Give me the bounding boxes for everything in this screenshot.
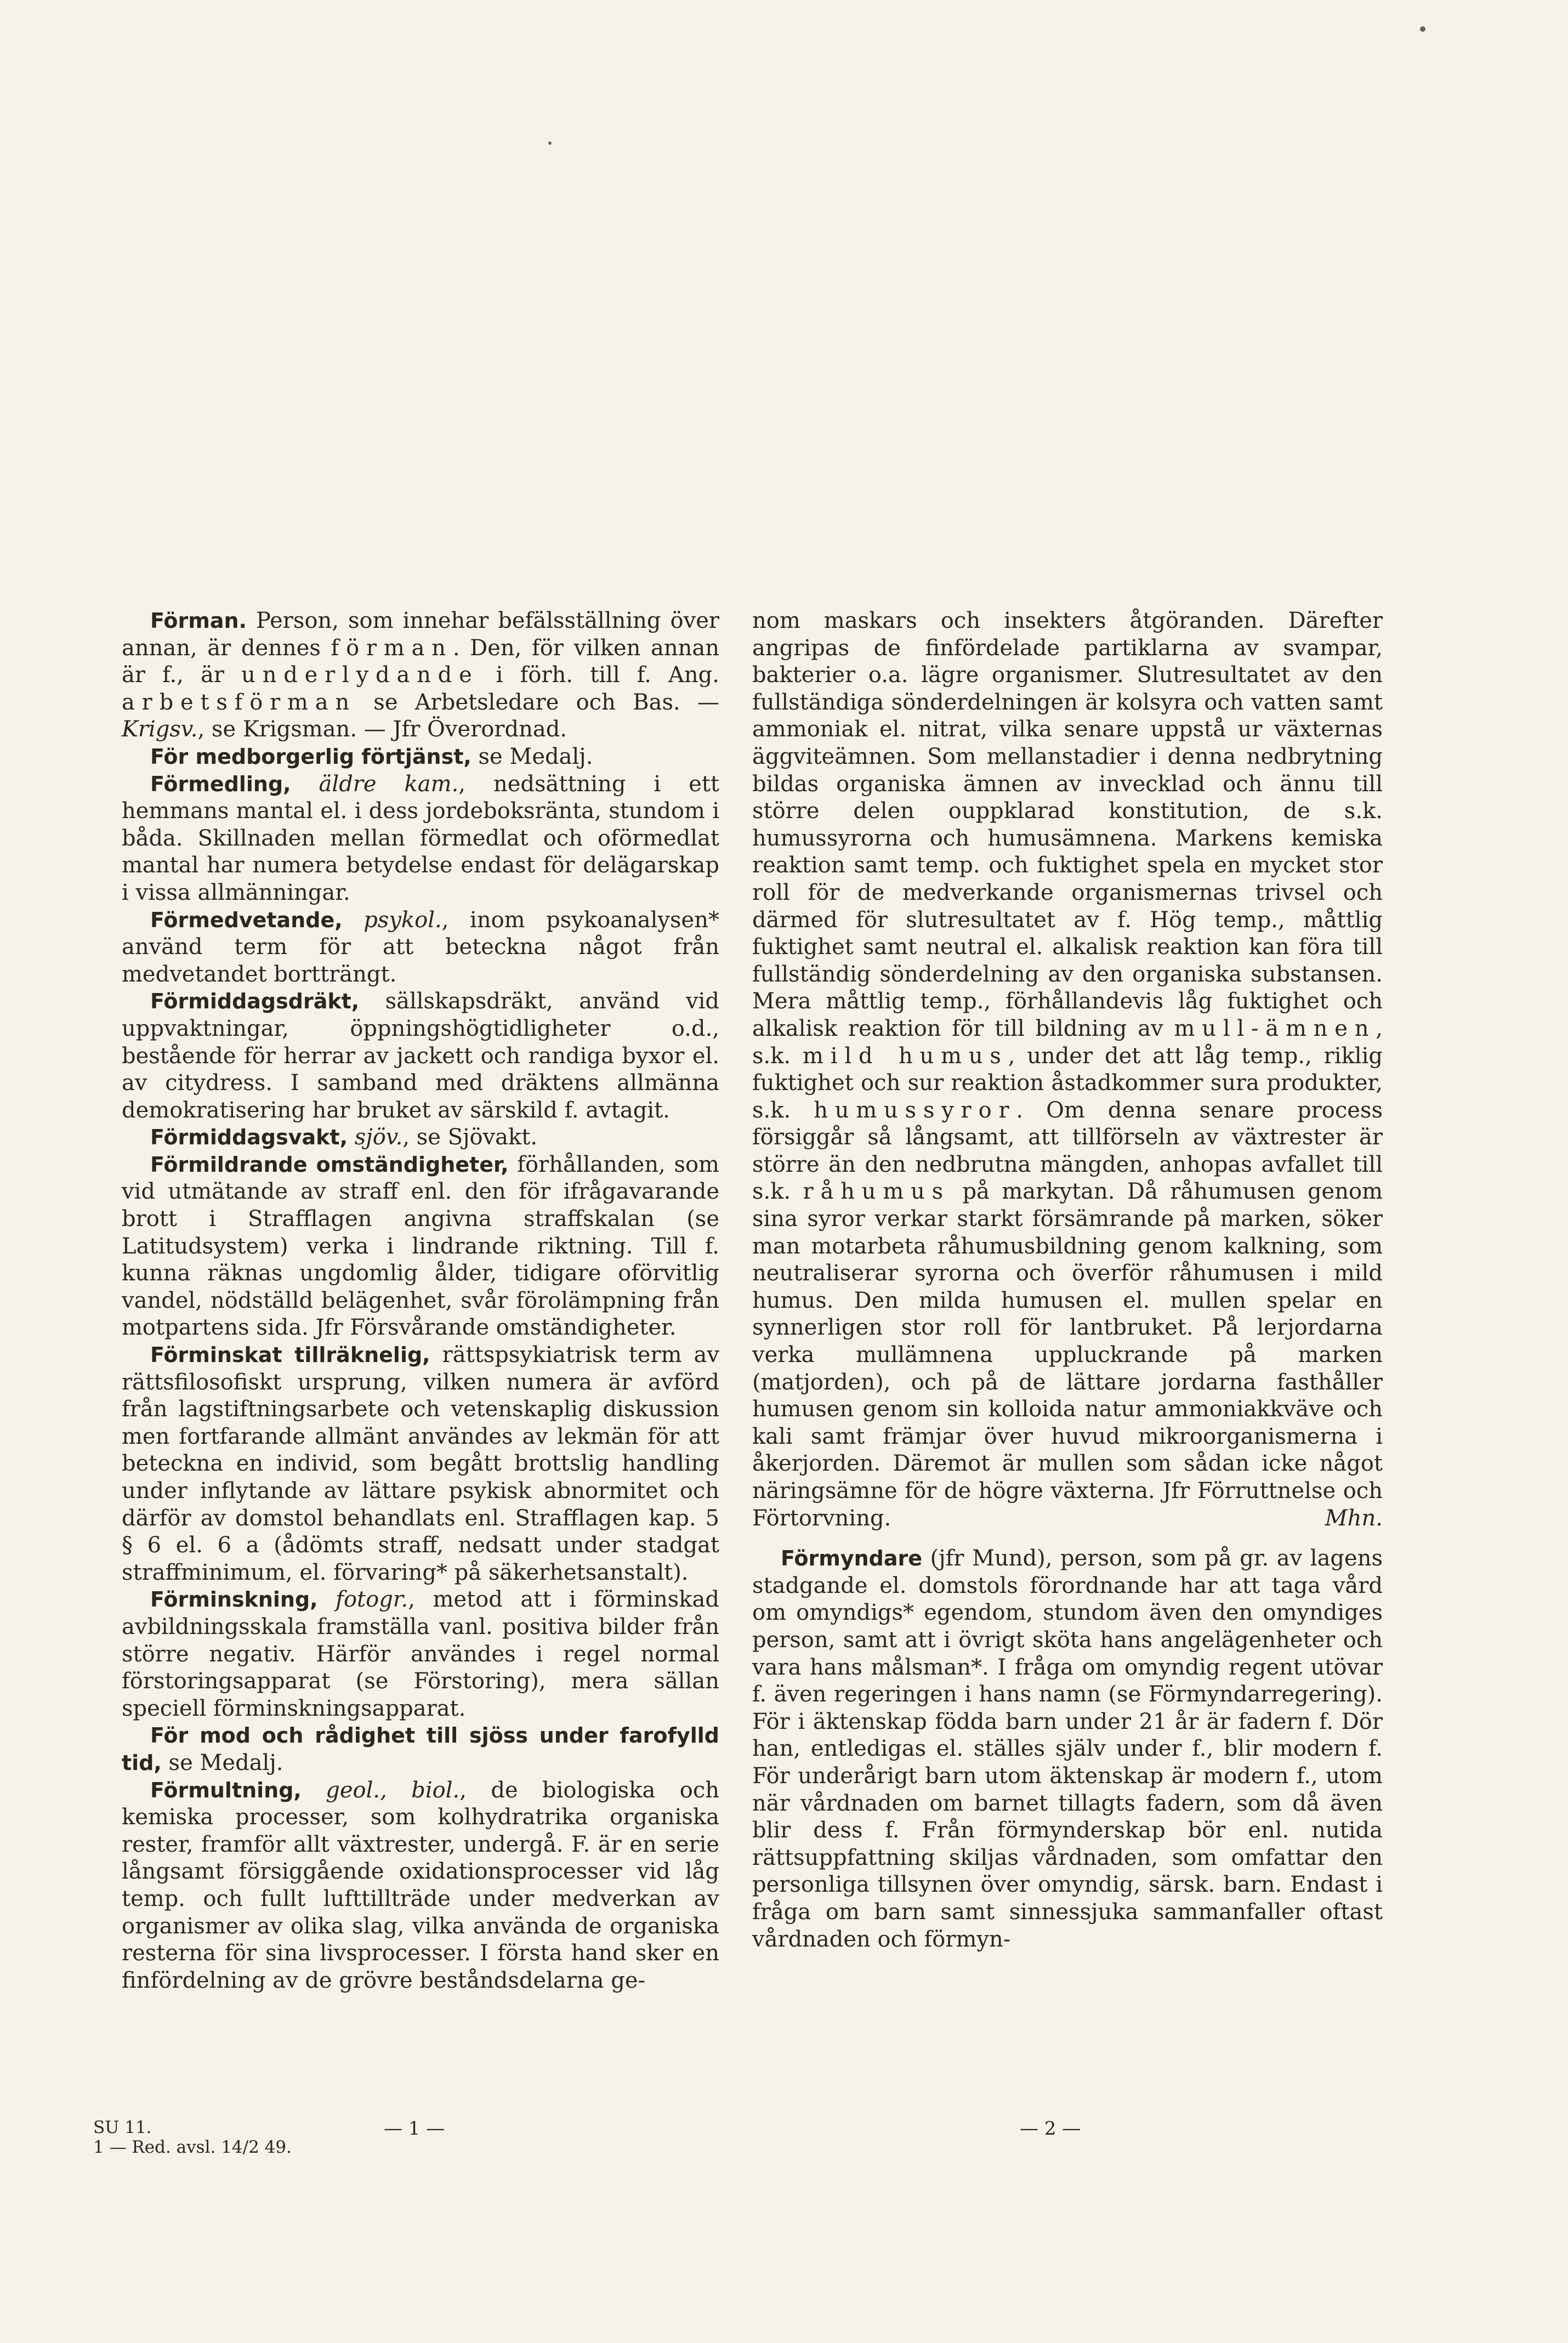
entry-text: sällskapsdräkt, använd vid uppvaktningar, öppningshögtidligheter o.d., bestående för herrar av jackett och randiga byxor el. av citydress. I samband med dräktens allmänna demokratisering har bruket av särskild f. avtagit. xyxy=(122,989,719,1123)
headword: Förmedling, xyxy=(150,771,291,796)
entry-text: , nedsättning i ett hemmans mantal el. i dess jordeboksränta, stundom i båda. Skillnaden mellan förmedlat och oförmedlat mantal har numera betydelse endast för delägarskap i vissa allmänningar. xyxy=(122,771,719,905)
headword: Förmyndare xyxy=(781,1546,923,1571)
spaced-term: mild humus xyxy=(803,1043,1008,1069)
entry-text: , inom psykoanalysen* använd term för att beteckna något från medvetandet bortträngt. xyxy=(122,907,719,987)
entry-text: , de biologiska och kemiska processer, som kolhydratrika organiska rester, framför allt växtrester, undergå. F. är en serie långsamt försiggående oxidationsprocesser vid låg temp. och fullt lufttillträde under medverkan av organismer av olika slag, vilka använda de organiska resterna för sina livsprocesser. I första hand sker en finfördelning av de grövre beståndsdelarna ge- xyxy=(122,1777,719,1993)
headword: Förminskat tillräknelig, xyxy=(150,1343,430,1368)
entry-formildrande-omstandigheter xyxy=(122,1151,719,1342)
headword: Förminskning, xyxy=(150,1587,318,1612)
entry-text: . Om denna senare process försiggår så långsamt, att tillförseln av växtrester är större än den nedbrutna mängden, anhopas avfallet till s.k. xyxy=(752,1097,1383,1205)
entry-for-medborgerlig-fortjanst xyxy=(122,744,719,771)
page-number-right: — 2 — xyxy=(1020,2118,1081,2140)
entry-formiddagsvakt xyxy=(122,1124,719,1151)
italic-label: Krigsv. xyxy=(122,717,198,742)
entry-text: nom maskars och insekters åtgöranden. Därefter angripas de finfördelade partiklarna av svampar, bakterier o.a. lägre organismer. Slutresultatet av den fullständiga sönderdelningen är kolsyra och vatten samt ammoniak el. nitrat, vilka senare uppstå ur växternas äggviteämnen. Som mellanstadier i denna nedbrytning bildas organiska ämnen av invecklad och ännu till större delen ouppklarad konstitution, de s.k. humussyrorna och humusämnena. Markens kemiska reaktion samt temp. och fuktighet spela en mycket stor roll för de medverkande organismernas trivsel och därmed för slutresultatet av f. Hög temp., måttlig fuktighet samt neutral el. alkalisk reaktion kan föra till fullständig sönderdelning av den organiska substansen. Mera måttlig temp., förhållandevis låg fuktighet och alkalisk reaktion för till bildning av xyxy=(752,608,1383,1041)
entry-text: se Arbetsledare och Bas. — xyxy=(356,689,719,715)
spaced-term: förman xyxy=(331,635,453,661)
spaced-term: mull-ämnen xyxy=(1174,1016,1376,1041)
spaced-term: arbetsförman xyxy=(122,689,356,715)
italic-label: sjöv. xyxy=(354,1125,403,1150)
entry-forman xyxy=(122,608,719,744)
printer-note xyxy=(93,2118,292,2157)
entry-text: , se Sjövakt. xyxy=(402,1125,538,1150)
entry-text: (jfr Mund), person, som på gr. av lagens stadgande el. domstols förordnande har att taga vård om omyndigs* egendom, stundom även den omyndiges person, samt att i övrigt sköta hans angelägenheter och vara hans målsman*. I fråga om omyndig regent utövar f. även regeringen i hans namn (se Förmyndarregering). För i äktenskap födda barn under 21 år är fadern f. Dör han, entledigas el. ställes själv under f., blir modern f. För underårigt barn utom äktenskap är modern f., utom när vårdnaden om barnet tillagts fadern, som då även blir dess f. Från förmynderskap bör enl. nutida rättsuppfattning skiljas vårdnaden, som omfattar den personliga tillsynen över omyndig, särsk. barn. Endast i fråga om barn samt sinnessjuka sammanfaller oftast vårdnaden och förmyn- xyxy=(752,1546,1383,1952)
spaced-term: underlydande xyxy=(241,662,479,688)
entry-text: Person, som innehar befälsställning över annan, är dennes xyxy=(122,608,719,661)
entry-text: i förh. till f. Ang. xyxy=(479,662,719,688)
entry-forminskat-tillraknelig xyxy=(122,1342,719,1586)
italic-label: psykol. xyxy=(363,907,442,933)
right-column xyxy=(752,608,1383,1953)
headword: Förmiddagsdräkt, xyxy=(150,989,360,1014)
entry-text: se Medalj. xyxy=(161,1750,283,1775)
spaced-term: humussyror xyxy=(814,1097,1016,1123)
italic-label: geol., biol. xyxy=(326,1777,460,1803)
entry-formiddagsdrakt xyxy=(122,988,719,1124)
show-through-text xyxy=(762,134,1376,154)
entry-text: rättspsykiatrisk term av rättsfilosofiskt ursprung, vilken numera är avförd från lagstiftningsarbete och vetenskaplig diskussion men fortfarande allmänt användes av lekmän för att beteckna en individ, som begått brottslig handling under inflytande av lättare psykisk abnormitet och därför av domstol behandlats enl. Strafflagen kap. 5 § 6 el. 6 a (ådömts straff, nedsatt under stadgat straffminimum, el. förvaring* på säkerhetsanstalt). xyxy=(122,1342,719,1585)
entry-text: se Medalj. xyxy=(471,744,593,769)
italic-label: fotogr. xyxy=(336,1587,408,1613)
entry-formultning-continued xyxy=(752,608,1383,1532)
headword: Förmiddagsvakt, xyxy=(150,1125,348,1150)
entry-text: , under det att låg temp., riklig fuktighet och sur reaktion åstadkommer sura produkter, s.k. xyxy=(752,1043,1383,1123)
entry-formyndare xyxy=(752,1545,1383,1953)
speck xyxy=(1420,26,1425,32)
headword: För medborgerlig förtjänst, xyxy=(150,744,471,769)
page-number-left: — 1 — xyxy=(384,2118,445,2140)
spaced-term: råhumus xyxy=(803,1179,950,1205)
author-signature: Mhn. xyxy=(1325,1505,1383,1531)
entry-text: . Den, för vilken annan är f., är xyxy=(122,635,720,688)
entry-text: , metod att i förminskad avbildningsskala framställa vanl. positiva bilder från större negativ. Härför användes i regel normal förstoringsapparat (se Förstoring), mera sällan speciell förminskningsapparat. xyxy=(122,1587,719,1721)
speck xyxy=(548,141,552,145)
entry-formedling xyxy=(122,771,719,907)
entry-formultning xyxy=(122,1777,719,1995)
headword: Förmildrande omständigheter, xyxy=(150,1152,509,1177)
entry-text: förhållanden, som vid utmätande av straff enl. den för ifrågavarande brott i Strafflagen angivna straffskalan (se Latitudsystem) verka i lindrande riktning. Till f. kunna räknas ungdomlig ålder, tidigare oförvitlig vandel, nödställd belägenhet, svår förolämpning från motpartens sida. Jfr Försvårande omständigheter. xyxy=(122,1151,719,1341)
left-column xyxy=(122,608,719,1994)
entry-for-mod-och-radighet xyxy=(122,1722,719,1777)
headword: Förmedvetande, xyxy=(150,907,343,932)
headword: Förman. xyxy=(150,609,247,633)
editorial-date: 1 — Red. avsl. 14/2 49. xyxy=(93,2137,292,2157)
headword: För mod och rådighet till sjöss under farofylld tid, xyxy=(122,1723,719,1775)
entry-formedvetande xyxy=(122,907,719,989)
headword: Förmultning, xyxy=(150,1778,302,1802)
signature-mark: SU 11. xyxy=(93,2118,152,2137)
entry-text: , s.k. xyxy=(752,1016,1383,1069)
entry-text: , se Krigsman. — Jfr Överordnad. xyxy=(197,717,567,742)
entry-text: på markytan. Då råhumusen genom sina syror verkar starkt försämrande på marken, söker man motarbeta råhumusbildning genom kalkning, som neutraliserar syrorna och överför råhumusen i mild humus. Den milda humusen el. mullen spelar en synnerligen stor roll för lantbruket. På lerjordarna verka mullämnena uppluckrande på marken (matjorden), och på de lättare jordarna fasthåller humusen genom sin kolloida natur ammoniakkväve och kali samt främjar över huvud mikroorganismerna i åkerjorden. Däremot är mullen som sådan icke något näringsämne för de högre växterna. Jfr Förruttnelse och Förtorvning. xyxy=(752,1179,1383,1531)
italic-label: äldre kam. xyxy=(319,771,459,797)
entry-forminskning xyxy=(122,1586,719,1722)
